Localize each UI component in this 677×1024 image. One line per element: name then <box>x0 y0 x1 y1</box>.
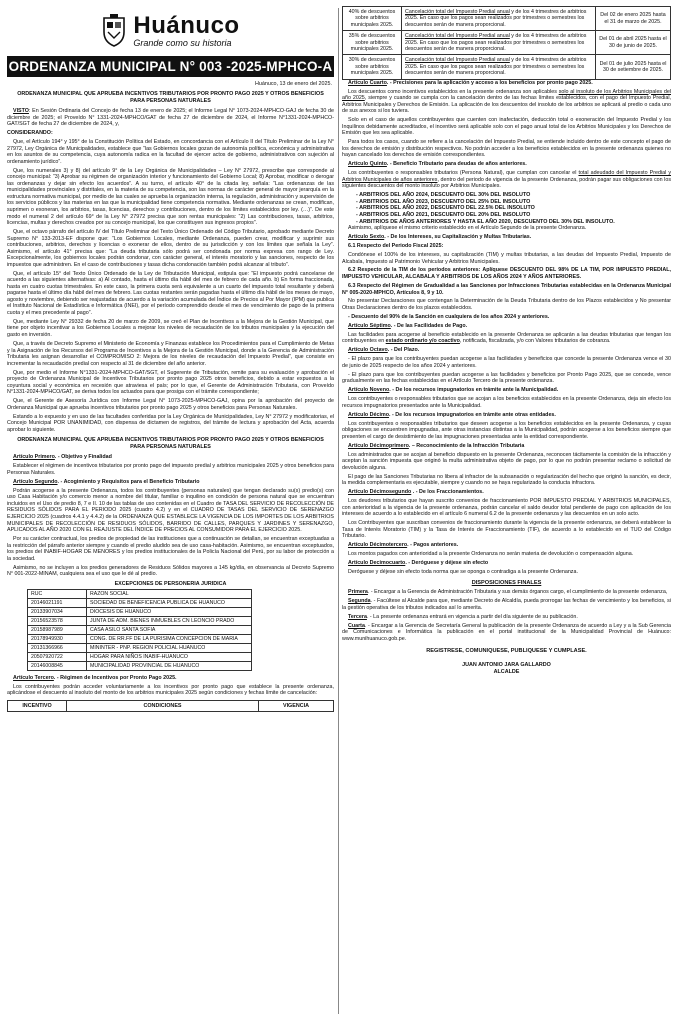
table-row <box>343 7 671 31</box>
vigencia-header: VIGENCIA <box>259 700 334 711</box>
considerando-p8: Que, el Gerente de Asesoría Jurídica con Informe Legal N° 1073-2025-MPHCO-GAJ, opina por la aprobación del proyecto de Ordenanza Municipal que aprueba incentivos tributarios por pronto pago 2025 y otros beneficios para Personas Naturales. <box>7 398 334 411</box>
art5-item: - ARBITRIOS DEL AÑO 2022, DESCUENTO DEL 22.5% DEL INSOLUTO <box>356 205 535 212</box>
exceptions-title: EXCEPCIONES DE PERSONERIA JURIDICA <box>114 580 227 587</box>
art2-sub: . - Acogimiento y Requisitos para el Beneficio Tributario <box>57 478 200 485</box>
logo-name: Huánuco <box>133 12 240 39</box>
condiciones-cell <box>402 7 596 31</box>
art4-p1b: , siempre y cuando se cumpla con la cancelación dentro de las fechas límites establecidos, con el pago del Impuesto Predial, Arbitrios Municipales y Derechos de Emisión. La aplicación de los descuentos del insoluto de los arbitrios se aplicará al predio o cada uno de sus anexos si los tuviera. <box>342 95 671 115</box>
art14-label: Artículo Decimocuarto <box>348 559 406 566</box>
signer-name: JUAN ANTONIO JARA GALLARDO <box>462 662 551 669</box>
art6-2: 6.2 Respecto de la TIM de los periodos anteriores: Aplíquese DESCUENTO DEL 98% DE LA TIM, POR IMPUESTO PREDIAL, IMPUESTO VEHICULAR, ALCABALA Y ARBITRIOS DE LOS AÑOS 2024 Y AÑOS ANTERIORES. <box>342 267 671 281</box>
ruc-cell: 20146021191 <box>28 598 87 607</box>
art1-sub: . - Objetivo y Finalidad <box>54 454 112 461</box>
art6-label: Artículo Sexto <box>348 234 385 241</box>
ordinance-subtitle: ORDENANZA MUNICIPAL QUE APRUEBA INCENTIVOS TRIBUTARIOS POR PRONTO PAGO 2025 Y OTROS BENEFICIOS PARA PERSONAS NATURALES <box>17 91 324 104</box>
incentivo-header: INCENTIVO <box>8 700 67 711</box>
art1-label: Artículo Primero <box>13 454 55 461</box>
art5-a: Los contribuyentes o responsables tributarios (Persona Natural), que cumplan con cancelar el <box>348 170 579 177</box>
art1-heading <box>7 454 334 461</box>
art3-heading <box>7 675 334 682</box>
art14-text: Deróguese y déjese sin efecto toda norma que se oponga o contradiga a la presente Ordenanza. <box>348 568 578 575</box>
art6-heading <box>342 234 671 241</box>
ordinance-title: ORDENANZA MUNICIPAL N° 003 -2025-MPHCO-A <box>7 56 334 77</box>
razon-social-cell: RAZON SOCIAL <box>87 589 252 598</box>
art5-text <box>342 170 671 190</box>
art7-heading <box>342 323 671 330</box>
considerando-p9: Estando a lo expuesto y en uso de las facultades conferidas por la Ley Orgánica de Municipalidades, Ley N° 27972 y modificatorias, el Concejo Municipal POR UNANIMIDAD, con dispensa de dictamen de registros, del trámite de lectura y aprobación del Acta, acuerda aprobar lo siguiente. <box>7 413 334 433</box>
considerando-p3: Que, el octavo párrafo del artículo IV del Título Preliminar del Texto Único Ordenado del Código Tributario, aprobado mediante Decreto Supremo N° 133-2013-EF dispone que: “Los Gobiernos Locales, mediante Ordenanza, pueden crear, modificar y suprimir sus contribuciones, arbitrios, derechos y licencias o exonerar de ellos, dentro de su jurisdicción y con los límites que señala la Ley”. Asimismo, el artículo 41° precisa que: “La deuda tributaria sólo podrá ser condonada por norma expresa con rango de Ley. Excepcionalmente, los gobiernos locales podrán condonar, con carácter general, el interés moratorio y las sanciones, respecto de los impuestos que administren. En el caso de contribuciones y tasas dicha condonación también podrá alcanzar al tributo”. <box>7 229 334 268</box>
condition-underlined: Cancelación total del Impuesto Predial anual <box>405 57 510 64</box>
razon-social-cell: HOGAR PARA NIÑOS INABIF-HUANUCO <box>87 652 252 661</box>
vigencia-cell: Del 01 de julio 2025 hasta el 30 de setiembre de 2025. <box>596 55 671 79</box>
visto-label: VISTO <box>13 108 29 115</box>
art5-b: , dentro del periodo de vigencia de la presente Ordenanza, podrán pagar sus obligaciones con los siguientes descuentos del monto insoluto por Arbitrios Municipales. <box>342 176 671 190</box>
art9-text: Los contribuyentes o responsables tributarios que se acojan a los beneficios establecidos en la presente Ordenanza, deja sin efecto los recursos impugnatorios presentados ante la Municipalidad. <box>342 396 671 409</box>
ruc-cell: 20156523578 <box>28 616 87 625</box>
ruc-cell: 20131366966 <box>28 643 87 652</box>
ruc-cell: 20507920722 <box>28 652 87 661</box>
art8-b: - El plazo para que los contribuyentes puedan acogerse a las facilidades y beneficios por Pronto Pago 2025, que se concede, vence gradualmente en las fechas establecidas en el Artículo Tercero de la presente ordenanza. <box>342 371 671 385</box>
razon-social-cell: CASA ASILO SANTA SOFIA <box>87 625 252 634</box>
razon-social-cell: DIOCESIS DE HUANUCO <box>87 607 252 616</box>
art6-1-text: Condónese el 100% de los intereses, su capitalización (TIM) y multas tributarias, a las deudas del Impuesto Predial, Impuesto de Alcabala, Impuesto al Patrimonio Vehicular y Arbitrios Municipales. <box>342 251 671 265</box>
art10-heading <box>342 412 671 419</box>
provision-second-label: Segunda <box>348 598 371 605</box>
ruc-cell: 20178949930 <box>28 634 87 643</box>
art12-label: Artículo Décimosegundo <box>348 489 412 496</box>
provision-first-text: . - Encargar a la Gerencia de Administración Tributaria y sus demás órganos cargo, el cumplimiento de la presente ordenanza, <box>367 589 668 596</box>
final-provisions-title: DISPOSICIONES FINALES <box>471 580 542 587</box>
art4-sub: . - Precisiones para la aplicación y acceso a los beneficios por pronto pago 2025. <box>386 79 593 86</box>
art11-sub: . – Reconocimiento de la Infracción Tributaria <box>408 442 525 449</box>
provision-second <box>342 598 671 611</box>
considerando-p4: Que, el artículo 15° del Texto Único Ordenado de la Ley de Tributación Municipal, estipula que: “El impuesto podrá cancelarse de acuerdo a las siguientes alternativas: a) Al contado, hasta el último día hábil del mes de febrero de cada año. b) En forma fraccionada, hasta en cuatro cuotas trimestrales. En este caso, la primera cuota será equivalente a un cuarto del impuesto total resultante y deberá pagarse hasta el último día hábil del mes de febrero. Las cuotas restantes serán pagadas hasta el último día hábil de los meses de mayo, agosto y noviembre, debiendo ser reajustadas de acuerdo a la variación acumulada del Índice de Precios al Por Mayor (IPM) que publica el Instituto Nacional de Estadística e Informática (INEI), por el período comprendido desde el mes de vencimiento de pago de la primera cuota y el mes precedente al pago”. <box>7 270 334 316</box>
razon-social-cell: MUNICIPALIDAD PROVINCIAL DE HUANUCO <box>87 661 252 670</box>
razon-social-cell: MININTER - PNP. REGION POLICIAL HUANUCO <box>87 643 252 652</box>
art3-text: Los contribuyentes podrán acceder voluntariamente a los incentivos por pronto pago que establece la presente ordenanza, aplicándose el descuento al insoluto del monto de los arbitrios municipales 2025 según condiciones y fechas límite de cancelación: <box>7 683 334 697</box>
exceptions-header-row <box>28 589 252 598</box>
art2-text: Podrán acogerse a la presente Ordenanza, todos los contribuyentes (personas naturales) que tengan declarado su(s) predio(s) con uso Casa Habitación y/o comercio menor a nombre del titular, familiar o inquilino en condición de persona natural que se encuentran incluidos en el Uso de predio 8, 7 e II. 10 de las tablas de uso contenidas en el Cuadro de TASA DEL SERVICIO DE RECOLECCIÓN DE RESIDUOS SÓLIDOS PARA EL PERIODO 2025 (cuadro 4.2) y en el CUADRO DE TASAS DEL SERVICIO DE SERENAZGO EJERCICIO 2025 (cuadros 4.4.1 y 4.4.2) de la ORDENANZA QUE ESTABLECE LA VIGENCIA DE LOS IMPORTES DE LOS ARBITRIOS MUNICIPALES DE RECOLECCIÓN DE RESIDUOS SÓLIDOS, BARRIDO DE CALLES, PARQUES Y JARDINES Y SERENAZGO, APLICADOS AL AÑO 2020 CON EL REAJUSTE DEL ÍNDICE DE PRECIOS AL CONSUMIDOR PARA EL EJERCICIO 2025. <box>7 487 334 534</box>
art6-3b: - Descuento del 90% de la Sanción en cualquiera de los años 2024 y anteriores. <box>348 313 550 320</box>
closing-formula: REGISTRESE, COMUNIQUESE, PUBLIQUESE Y CUMPLASE. <box>426 648 587 655</box>
art12-text2: Los Contribuyentes que suscriban convenios de fraccionamiento durante la vigencia de la presente ordenanza, se deberá establecer la Tasa de Interés Moratorio (TIM) y la Tasa de Interés de Fraccionamiento (TIF), de acuerdo a lo establecido en el TUO del Código Tributario. <box>342 520 671 540</box>
art5-heading <box>342 161 671 168</box>
art5-label: Artículo Quinto <box>348 161 387 168</box>
provision-fourth-text: . - Encargar a la Gerencia de Secretaría General la publicación de la presente Ordenanza de acuerdo a Ley y a la Sub Gerencia de Comunicaciones e Informática la publicación en el portal institucional de la Municipalidad Provincial de Huánuco: www.munihuanuco.gob.pe. <box>342 622 671 642</box>
ordinance-date: Huánuco, 13 de enero del 2025. <box>254 81 332 87</box>
ruc-cell: 20146008845 <box>28 661 87 670</box>
table-row <box>28 598 252 607</box>
provision-second-text: . - Facúltese al Alcalde para que, mediante Decreto de Alcaldía, pueda prorrogar las fechas de vencimiento y los beneficios, si la gestión operativa de los tributos indicados así lo amerita. <box>342 598 671 611</box>
art4-p1a: Los descuentos como incentivos establecidos en la presente ordenanza son aplicables <box>348 88 559 95</box>
signer-title: ALCALDE <box>493 669 520 676</box>
art6-3: 6.3 Respecto del Régimen de Gradualidad a las Sanciones por Infracciones Tributarias establecidas en la Ordenanza Municipal N° 005-2020-MPHCO, Artículos 8, 9 y 10. <box>342 282 671 296</box>
table-row <box>28 634 252 643</box>
art11-heading <box>342 443 671 450</box>
condiciones-header: CONDICIONES <box>67 700 259 711</box>
art5-sub: . - Beneficio Tributario para deudas de años anteriores. <box>386 161 527 168</box>
vigencia-cell: Del 02 de enero 2025 hasta el 31 de marzo de 2025. <box>596 7 671 31</box>
considerando-p1: Que, el Artículo 194° y 195° de la Constitución Política del Estado, en concordancia con el Artículo II del Título Preliminar de la Ley N° 27972, Ley Orgánica de Municipalidades, establece que “las Gobiernos locales gozan de autonomía política, económica y administrativa en los asuntos de su competencia, cuya autonomía radica en la facultad de ejercer actos de gobierno, administrativos con sujeción al ordenamiento jurídico”. <box>7 139 334 165</box>
ruc-cell: 20133907034 <box>28 607 87 616</box>
art8-a: - El plazo para que los contribuyentes puedan acogerse a las facilidades y beneficios que concede la presente Ordenanza vence el 30 de junio de 2025 respecto de los años 2024 y anteriores. <box>342 356 671 369</box>
visto-paragraph <box>7 108 334 128</box>
art8-sub: . - Del Plazo. <box>387 347 420 354</box>
ordenanza-heading: ORDENANZA MUNICIPAL QUE APRUEBA INCENTIVOS TRIBUTARIOS POR PRONTO PAGO 2025 Y OTROS BENEFICIOS PARA PERSONAS NATURALES <box>17 437 324 450</box>
exceptions-table <box>27 589 252 671</box>
art8-label: Artículo Octavo <box>348 347 388 354</box>
art5-item: - ARBITRIOS DEL AÑO 2023, DESCUENTO DEL 25% DEL INSOLUTO <box>356 198 531 205</box>
art11-label: Artículo Décimoprimero <box>348 442 409 449</box>
art12-text1: Los deudores tributarios que hayan suscrito convenios de fraccionamiento POR IMPUESTO PREDIAL Y ARBITRIOS MUNICIPALES, con anterioridad a la vigencia de la presente ordenanza, podrán cancelar el saldo deudor total pendiente de pago con aplicación de los intereses de acuerdo a lo establecido en el artículo 6 numeral 6.2 de la presente ordenanza y las descuentos en un solo acto. <box>342 497 671 518</box>
art5-end: Asimismo, aplíquese el mismo criterio establecido en el Artículo Segundo de la presente Ordenanza. <box>348 225 587 232</box>
vigencia-cell: Del 01 de abril 2025 hasta el 30 de junio de 2025. <box>596 31 671 55</box>
considerando-p7: Que, por medio el Informe N°1331-2024-MPHCO-GAT/SGT, el Sugerente de Tributación, remite para su evaluación y aprobación el proyecto de Ordenanza Municipal de Incentivos Tributarios por pronto pago 2025 otros beneficios, debido a estar expuestos a la coyuntura social y económica en recesión que atraviesa el país; por lo que, el Gerente de Administración Tributaria, con Proveído N°1331-2024-MPHCO/GAT, se deriva todos los actuados para que prosiga con el trámite correspondiente; <box>7 369 334 396</box>
table-row <box>343 31 671 55</box>
art5-u: total adeudado del Impuesto Predial y Arbitrios Municipales de años anteriores <box>342 170 671 183</box>
left-column <box>7 6 334 1018</box>
condition-rest: y de los 4 trimestres de arbitrios 2025. En caso que los pagos sean realizados por trimestres o semestres los descuentos serán de manera proporcional. <box>405 33 587 53</box>
incentivo-cell: 40% de descuentos sobre arbitrios municipales 2025. <box>343 7 402 31</box>
art3-sub: . - Régimen de Incentivos por Pronto Pago 2025. <box>53 674 177 681</box>
condiciones-cell <box>402 31 596 55</box>
condiciones-cell <box>402 55 596 79</box>
table-row <box>28 643 252 652</box>
provision-third <box>342 614 671 621</box>
logo-tagline: Grande como su historia <box>133 38 232 48</box>
art6-3a: No presentar Declaraciones que contengan la Determinación de la Deuda Tributaria dentro de los Plazos establecidos y No presentar Otras Declaraciones dentro de los plazos establecidos. <box>342 298 671 311</box>
art2-label: Artículo Segundo <box>13 478 58 485</box>
art7-b: , notificada, fiscalizada, y/o con Valores tributarios de cobranza. <box>459 338 611 345</box>
art4-p2: Solo en el caso de aquellos contribuyentes que cuenten con inafectación, deducción total o exoneración del Impuesto Predial y los Inquilinos debidamente acreditados, el incentivo será aplicable solo con el pago anual total de los Arbitrios Municipales y los Derechos de Emisión que les sea aplicable. <box>342 117 671 137</box>
ruc-cell: RUC <box>28 589 87 598</box>
art7-label: Artículo Séptimo <box>348 322 391 329</box>
table-row <box>28 625 252 634</box>
art4-p3: Para todos los casos, cuando se refiere a la cancelación del Impuesto Predial, se entiende incluido dentro de este concepto el pago de los derechos de emisión y distribución respectivos. No podrán acceder a los beneficios establecidos en la presente ordenanza quienes no hayan cancelado los derechos de emisión correspondientes. <box>342 139 671 159</box>
municipal-logo <box>7 14 334 48</box>
art7-sub: . - De las Facilidades de Pago. <box>390 322 468 329</box>
provision-first <box>342 589 671 596</box>
art9-heading <box>342 387 671 394</box>
art7-a: Las facilidades para acogerse al beneficio establecido en la presente Ordenanza se aplicarán a las deudas tributarias que tengan los contribuyentes en <box>342 331 671 345</box>
incentives-header-table <box>7 700 334 712</box>
art2-p3: Asimismo, no se incluyen a los predios generadores de Residuos Sólidos mayores a 145 kg/día, en observancia al Decreto Supremo N° 001-2022-MINAM, cualquiera sea el uso que le dé al predio. <box>7 564 334 578</box>
coat-of-arms-icon <box>101 14 127 48</box>
art4-p1u: solo al insoluto de los Arbitrios Municipales del año 2025 <box>342 88 671 102</box>
condition-underlined: Cancelación total del Impuesto Predial anual <box>405 9 510 15</box>
art9-label: Artículo Noveno <box>348 387 390 394</box>
provision-third-label: Tercera <box>348 613 367 620</box>
visto-text: : En Sesión Ordinaria del Concejo de fecha 13 de enero de 2025; el Informe Legal N° 1073-2024-MPHCO-GAJ de fecha 30 de diciembre de 2025; el Proveído N° 1331-2024-MPHCO/GAT de fecha 27 de diciembre de 2024, el Informe N°1331-2024-MPHCO-GAT/SGT de fecha 27 de diciembre de 2024, y, <box>7 108 334 128</box>
art13-sub: . - Pagos anteriores. <box>407 542 459 549</box>
ruc-cell: 20158987989 <box>28 625 87 634</box>
table-row <box>28 661 252 670</box>
art2-p2: Por su carácter contractual, los predios de propiedad de las instituciones que a continuación se detallan, se encuentran exceptuadas a la restricción del párrafo anterior siempre y cuando el predio aludido sea de uso casa-habitación. Asimismo, se encuentran exceptuados, los predios del INABIF-HOGAR DE MENORES y los predios institucionales de la Policía Nacional del Perú, por su labor de protección a la sociedad. <box>7 536 334 562</box>
art10-sub: . - De los recursos impugnatorios en trámite ante otras entidades. <box>388 411 556 418</box>
signature-block <box>342 662 671 676</box>
art4-label: Artículo Cuarto <box>348 79 387 86</box>
art9-sub: . - De los recursos impugnatorios en trámite ante la Municipalidad. <box>389 387 559 394</box>
table-row <box>28 616 252 625</box>
art7-text <box>342 332 671 345</box>
condition-rest: y de los 4 trimestres de arbitrios 2025. En caso que los pagos sean realizados por trimestres o semestres los descuentos serán de manera proporcional. <box>405 57 587 77</box>
considerando-p6: Que, a través de Decreto Supremo el Ministerio de Economía y Finanzas establece los Procedimientos para el Cumplimiento de Metas y la Asignación de los Recursos del Programa de Incentivos a la Mejora de la Gestión Municipal, donde a la Gerencia de Administración Tributaria les asignan desarrollar el COMPROMISO 2: Mejora de los niveles de recaudación del Impuesto Predial”, que consiste en incrementar la recaudación predial con respecto al 31 de diciembre del año anterior. <box>7 340 334 367</box>
art6-sub: . - De los Intereses, su Capitalización y Multas Tributarias. <box>384 234 532 241</box>
art4-heading <box>342 80 671 87</box>
provision-third-text: . - La presente ordenanza entrará en vigencia a partir del día siguiente de su publicación. <box>366 613 578 620</box>
table-row <box>28 652 252 661</box>
art14-sub: . - Deróguese y déjese sin efecto <box>405 559 489 566</box>
column-divider <box>338 8 339 1014</box>
art13-heading <box>342 542 671 549</box>
provision-first-label: Primera <box>348 589 368 596</box>
considerando-p5: Que, mediante Ley N° 29332 de fecha 20 de marzo de 2009, se creó el Plan de Incentivos a la Mejora de la Gestión Municipal, que tiene por objeto incentivar a los Gobiernos Locales a mejorar los niveles de recaudación de los tributos municipales y la ejecución del gasto en inversión. <box>7 318 334 339</box>
art5-item: - ARBITRIOS DE AÑOS ANTERIORES Y HASTA EL AÑO 2020, DESCUENTO DEL 30% DEL INSOLUTO. <box>356 218 615 225</box>
condition-rest: y de los 4 trimestres de arbitrios 2025. En caso que los pagos sean realizados por trimestres o semestres los descuentos serán de manera proporcional. <box>405 9 587 28</box>
incentivo-cell: 35% de descuentos sobre arbitrios municipales 2025. <box>343 31 402 55</box>
considerando-p2: Que, los numerales 3) y 8) del artículo 9° de la Ley Orgánica de Municipalidades – Ley N° 27972, prescribe que corresponde al concejo municipal: “3) Aprobar su régimen de organización interior y funcionamiento del Gobierno Local; 8) Aprobar, modificar o derogar las ordenanzas y dejar sin efecto los acuerdos”. A su turno, el artículo 40° de la citada ley, señala: “Las ordenanzas de las municipalidades provinciales y distritales, en la materia de su competencia, son las normas de carácter general de mayor jerarquía en la estructura normativa municipal, por medio de las cuales se aprueba la organización interna, la regulación, administración y supervisión de los servicios públicos y las materias en las que la municipalidad tiene competencia normativa. Mediante ordenanzas se crean, modifican, suprimen o exoneran, los arbitrios, tasas, licencias, derechos y contribuciones, dentro de los límites establecidos por ley. (…)”. De este modo el numeral 2 del artículo 69° de la Ley N° 27972 precisa que son rentas municipales: “2) Las contribuciones, tasas, arbitrios, licencias, multas y derechos creados por su concejo municipal, los que constituyen sus ingresos propios”. <box>7 167 334 227</box>
provision-fourth <box>342 623 671 643</box>
considerando-label: CONSIDERANDO: <box>7 130 53 137</box>
condition-underlined: Cancelación total del Impuesto Predial anual <box>405 33 510 40</box>
provision-fourth-label: Cuarta <box>348 622 365 629</box>
art5-item: - ARBITRIOS DEL AÑO 2021, DESCUENTO DEL 20% DEL INSOLUTO <box>356 211 531 218</box>
art1-text: Establecer el régimen de incentivos tributarios por pronto pago del impuesto predial y arbitrios municipales 2025 y otros beneficios para Personas Naturales. <box>7 463 334 476</box>
razon-social-cell: JUNTA DE ADM. BIENES INMUEBLES CN LEONCIO PRADO <box>87 616 252 625</box>
razon-social-cell: SOCIEDAD DE BENEFICENCIA PUBLICA DE HUANUCO <box>87 598 252 607</box>
art11-text1: Los administrados que se acojan al beneficio dispuesto en la presente Ordenanza, reconocen tácitamente la comisión de la infracción y aceptan la sanción impuesta que originó la multa administrativa objeto de pago, por lo que no podrán presentar reclamo o solicitud de devolución alguna. <box>342 451 671 471</box>
art13-label: Artículo Décimotercero <box>348 542 408 549</box>
table-row <box>28 607 252 616</box>
art2-heading <box>7 479 334 486</box>
art10-text: Los contribuyentes o responsables tributarios que deseen acogerse a los beneficios establecidos en la presente Ordenanza, y cuyas obligaciones se encuentren impugnadas, ante otras instancias distintas a la Municipalidad, podrán acogerse a los beneficios siempre que presenten el cargo de desistimiento de las impugnaciones presentadas ante la entidad correspondiente. <box>342 420 671 440</box>
razon-social-cell: CONG. DE RR.FF DE LA PURISIMA CONCEPCION DE MARIA <box>87 634 252 643</box>
right-column <box>342 6 671 1018</box>
art13-text: Los montos pagados con anterioridad a la presente Ordenanza no serán materia de devolución o compensación alguna. <box>348 550 634 557</box>
incentives-table <box>342 6 671 80</box>
art11-text2: El pago de las Sanciones Tributarias no libera al infractor de la subsanación o regularización del hecho que originó la sanción, es decir, la medida complementaria es ejecutable, siempre y cuando no se haya regularizado la conducta infractora. <box>342 473 671 487</box>
incentivo-cell: 30% de descuentos sobre arbitrios municipales 2025. <box>343 55 402 79</box>
art8-heading <box>342 347 671 354</box>
art5-list <box>342 192 671 225</box>
art10-label: Artículo Décimo <box>348 411 389 418</box>
art12-heading <box>342 489 671 496</box>
art4-p1 <box>342 89 671 115</box>
art14-heading <box>342 560 671 567</box>
table-row <box>343 55 671 79</box>
art12-sub: . - De los Fraccionamientos. <box>411 489 484 496</box>
art6-1: 6.1 Respecto del Periodo Fiscal 2025: <box>348 243 444 250</box>
art7-u: estado ordinario y/o coactivo <box>385 338 460 345</box>
art5-item: - ARBITRIOS DEL AÑO 2024, DESCUENTO DEL 30% DEL INSOLUTO <box>356 192 531 199</box>
art3-label: Artículo Tercero <box>13 674 54 681</box>
